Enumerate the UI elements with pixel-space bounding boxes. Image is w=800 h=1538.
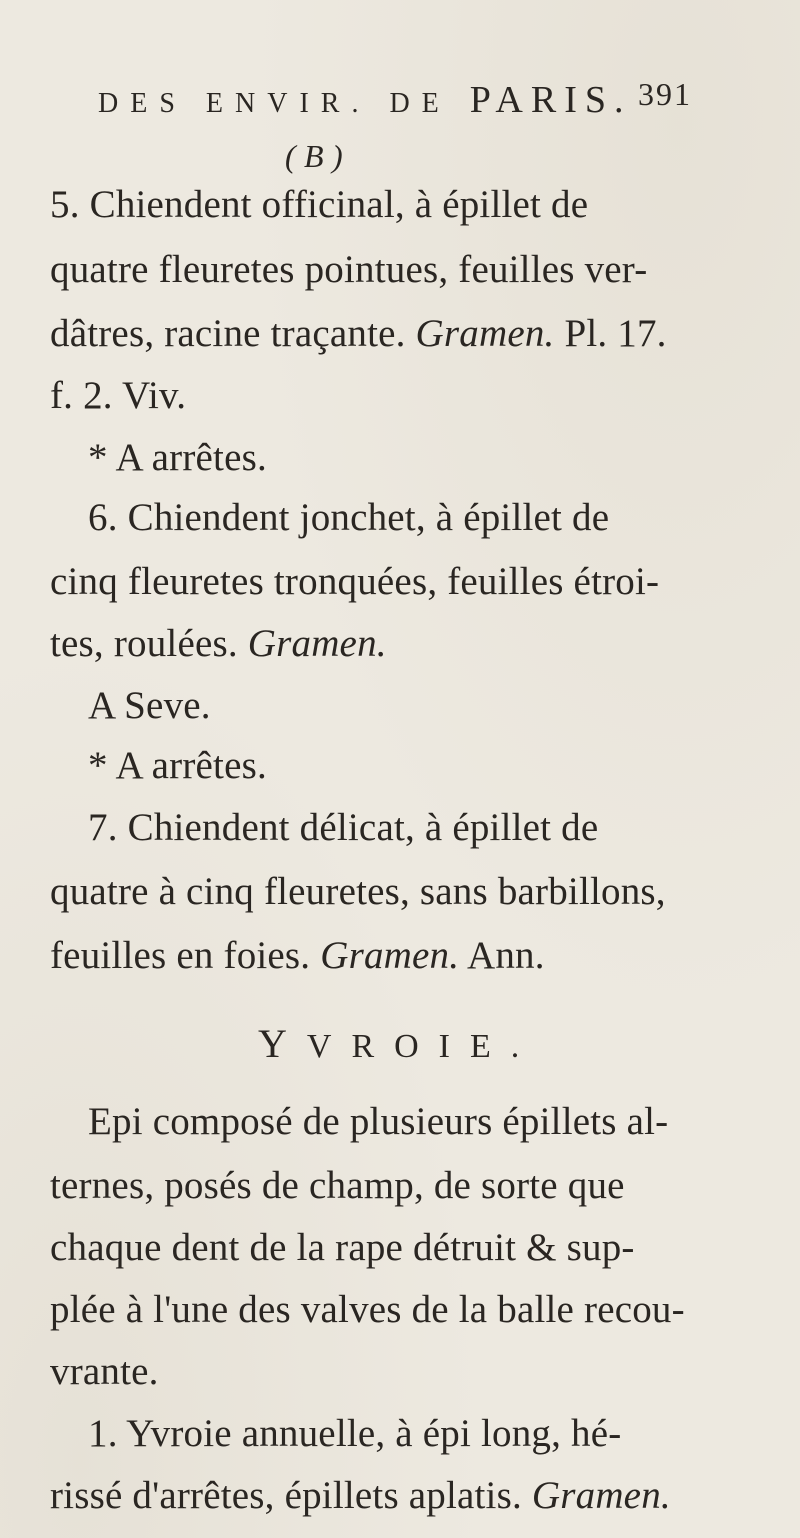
- text-line: 5. Chiendent officinal, à épillet de: [50, 183, 589, 226]
- section-label: ( B ): [285, 138, 343, 174]
- text-line: ternes, posés de champ, de sorte que: [50, 1164, 625, 1207]
- page-number: 391: [638, 76, 692, 112]
- running-head-paris: PARIS.: [469, 79, 632, 121]
- text-line: rissé d'arrêtes, épillets aplatis. Gramen.: [50, 1474, 671, 1517]
- text-line: f. 2. Viv.: [50, 374, 187, 417]
- text-line: tes, roulées. Gramen.: [50, 622, 387, 665]
- text-line: 7. Chiendent délicat, à épillet de: [88, 806, 599, 849]
- text-line: quatre fleuretes pointues, feuilles ver-: [50, 248, 648, 291]
- text-line: cinq fleuretes tronquées, feuilles étroi-: [50, 560, 660, 603]
- text-line: * A arrêtes.: [88, 436, 267, 479]
- section-heading: YVROIE.: [258, 1021, 540, 1066]
- text-line: quatre à cinq fleuretes, sans barbillons,: [50, 870, 666, 913]
- text-line: A Seve.: [88, 684, 211, 727]
- text-line: Epi composé de plusieurs épillets al-: [88, 1100, 669, 1143]
- running-head-text: DES ENVIR. DE: [98, 88, 470, 119]
- text-line: * A arrêtes.: [88, 744, 267, 787]
- text-line: feuilles en foies. Gramen. Ann.: [50, 934, 545, 977]
- text-line: dâtres, racine traçante. Gramen. Pl. 17.: [50, 312, 667, 355]
- text-line: 6. Chiendent jonchet, à épillet de: [88, 496, 610, 539]
- text-line: chaque dent de la rape détruit & sup-: [50, 1226, 635, 1269]
- text-line: plée à l'une des valves de la balle recou-: [50, 1288, 685, 1331]
- text-line: vrante.: [50, 1350, 159, 1393]
- text-line: 1. Yvroie annuelle, à épi long, hé-: [88, 1412, 622, 1455]
